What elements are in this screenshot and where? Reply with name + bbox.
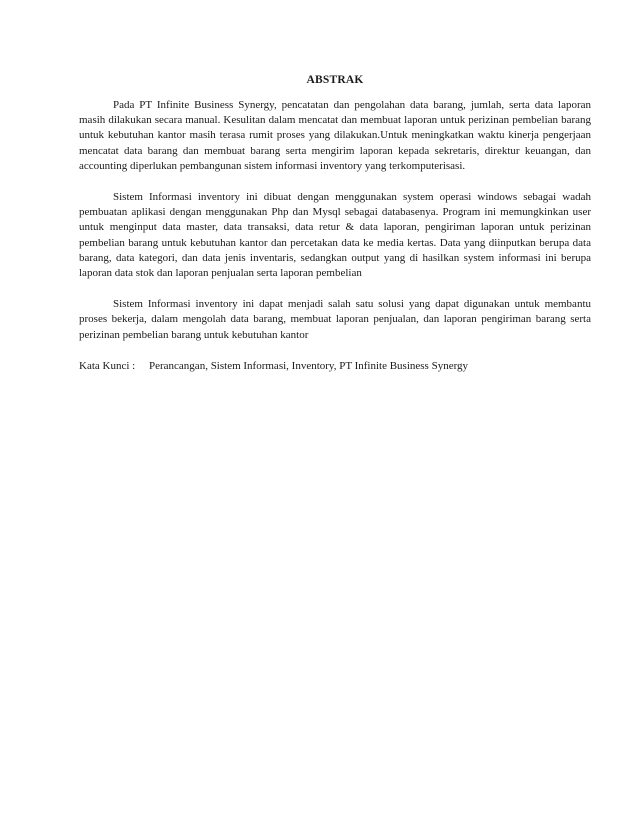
abstract-title: ABSTRAK <box>306 74 364 86</box>
keywords-label: Kata Kunci : <box>79 359 136 372</box>
abstract-paragraph-1: Pada PT Infinite Business Synergy, pencatatan dan pengolahan data barang, jumlah, serta data laporan masih dilakukan secara manual. Kesulitan dalam mencatat dan membuat laporan untuk perizinan pembelian barang untuk kebutuhan kantor masih terasa rumit proses yang dilakukan.Untuk meningkatkan waktu kinerja pengerjaan mencatat data barang dan membuat barang serta mengirim laporan kepada sekretaris, direktur keuangan, dan accounting diperlukan pembangunan sistem informasi inventory yang terkomputerisasi. <box>79 99 591 172</box>
keywords-value: Perancangan, Sistem Informasi, Inventory, PT Infinite Business Synergy <box>149 359 469 372</box>
keywords-line <box>79 359 591 374</box>
abstract-paragraph-2: Sistem Informasi inventory ini dibuat dengan menggunakan system operasi windows sebagai wadah pembuatan aplikasi dengan menggunakan Php dan Mysql sebagai databasenya. Program ini memungkinkan user untuk menginput data master, data transaksi, data retur & data laporan, pengiriman laporan untuk perizinan pembelian barang untuk kebutuhan kantor dan percetakan data ke media kertas. Data yang diinputkan berupa data barang, data kategori, dan data jenis inventaris, sedangkan output yang di hasilkan system informasi ini berupa laporan data stok dan laporan penjualan serta laporan pembelian <box>79 191 591 280</box>
document-page <box>79 74 591 374</box>
abstract-paragraph-3: Sistem Informasi inventory ini dapat menjadi salah satu solusi yang dapat digunakan untuk membantu proses bekerja, dalam mengolah data barang, membuat laporan penjualan, dan laporan pengiriman barang serta perizinan pembelian barang untuk kebutuhan kantor <box>79 298 591 341</box>
